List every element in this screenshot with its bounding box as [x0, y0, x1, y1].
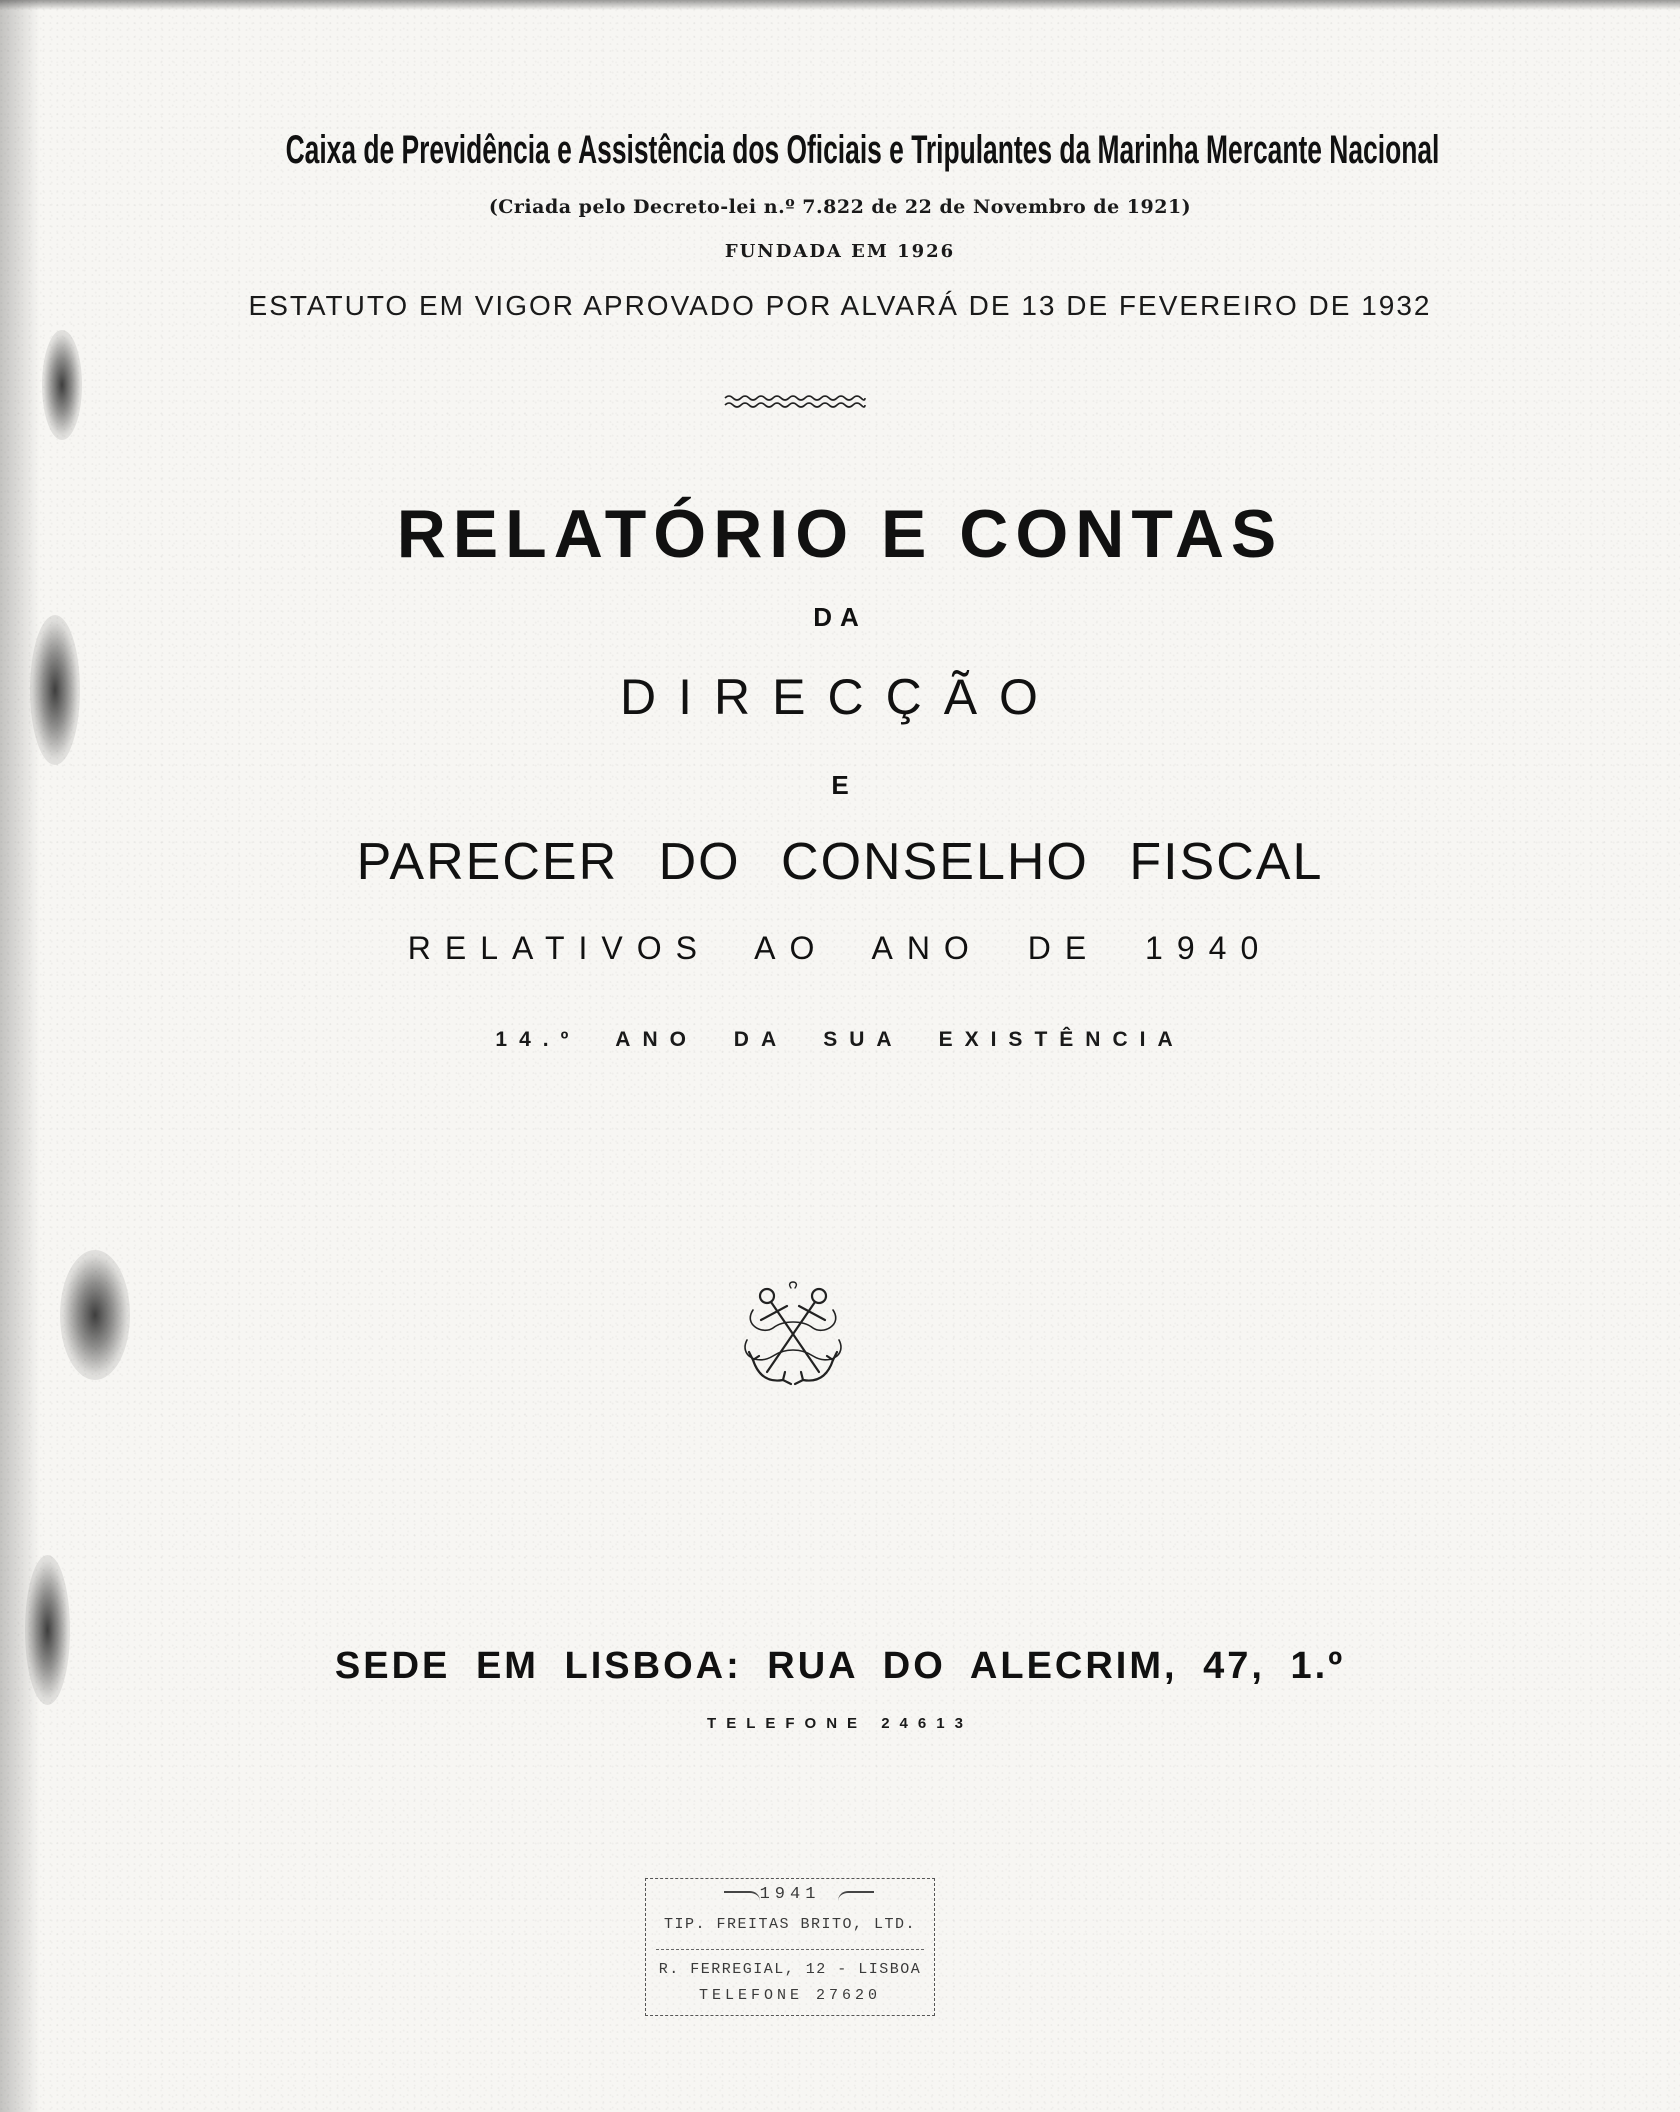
report-title: RELATÓRIO E CONTAS [396, 496, 1284, 572]
institution-name: Caixa de Previdência e Assistência dos Oficiais e Tripulantes da Marinha Mercante Nacional [285, 128, 1440, 172]
decree-line: (Criada pelo Decreto-lei n.º 7.822 de 22 de Novembro de 1921) [488, 196, 1192, 218]
binding-hole-mark [42, 330, 82, 440]
imprint-printer-name: TIP. FREITAS BRITO, LTD. [663, 1916, 917, 1933]
title-connector-da: DA [813, 602, 867, 632]
printer-imprint-stamp [645, 1878, 935, 2016]
statute-line: ESTATUTO EM VIGOR APROVADO POR ALVARÁ DE 13 DE FEVEREIRO DE 1932 [248, 290, 1432, 321]
title-connector-e: E [831, 770, 849, 800]
ornament-divider-icon [723, 392, 867, 412]
headquarters-address: SEDE EM LISBOA: RUA DO ALECRIM, 47, 1.º [334, 1645, 1346, 1687]
title-parecer: PARECER DO CONSELHO FISCAL [356, 833, 1324, 891]
year-reference: RELATIVOS AO ANO DE 1940 [407, 930, 1273, 966]
imprint-divider [656, 1949, 924, 1950]
imprint-telephone: TELEFONE 27620 [698, 1987, 882, 2004]
imprint-address: R. FERREGIAL, 12 - LISBOA [658, 1961, 922, 1978]
title-direccao: DIRECÇÃO [620, 669, 1060, 725]
crossed-anchors-emblem-icon [733, 1280, 853, 1392]
scan-edge-shadow-top [0, 0, 1680, 10]
founded-line: FUNDADA EM 1926 [724, 241, 956, 262]
imprint-year: 1941 [759, 1885, 821, 1904]
headquarters-telephone: TELEFONE 24613 [707, 1715, 973, 1732]
imprint-ornament-icon [838, 1891, 874, 1901]
existence-year: 14.º ANO DA SUA EXISTÊNCIA [495, 1028, 1185, 1051]
binding-hole-mark [60, 1250, 130, 1380]
